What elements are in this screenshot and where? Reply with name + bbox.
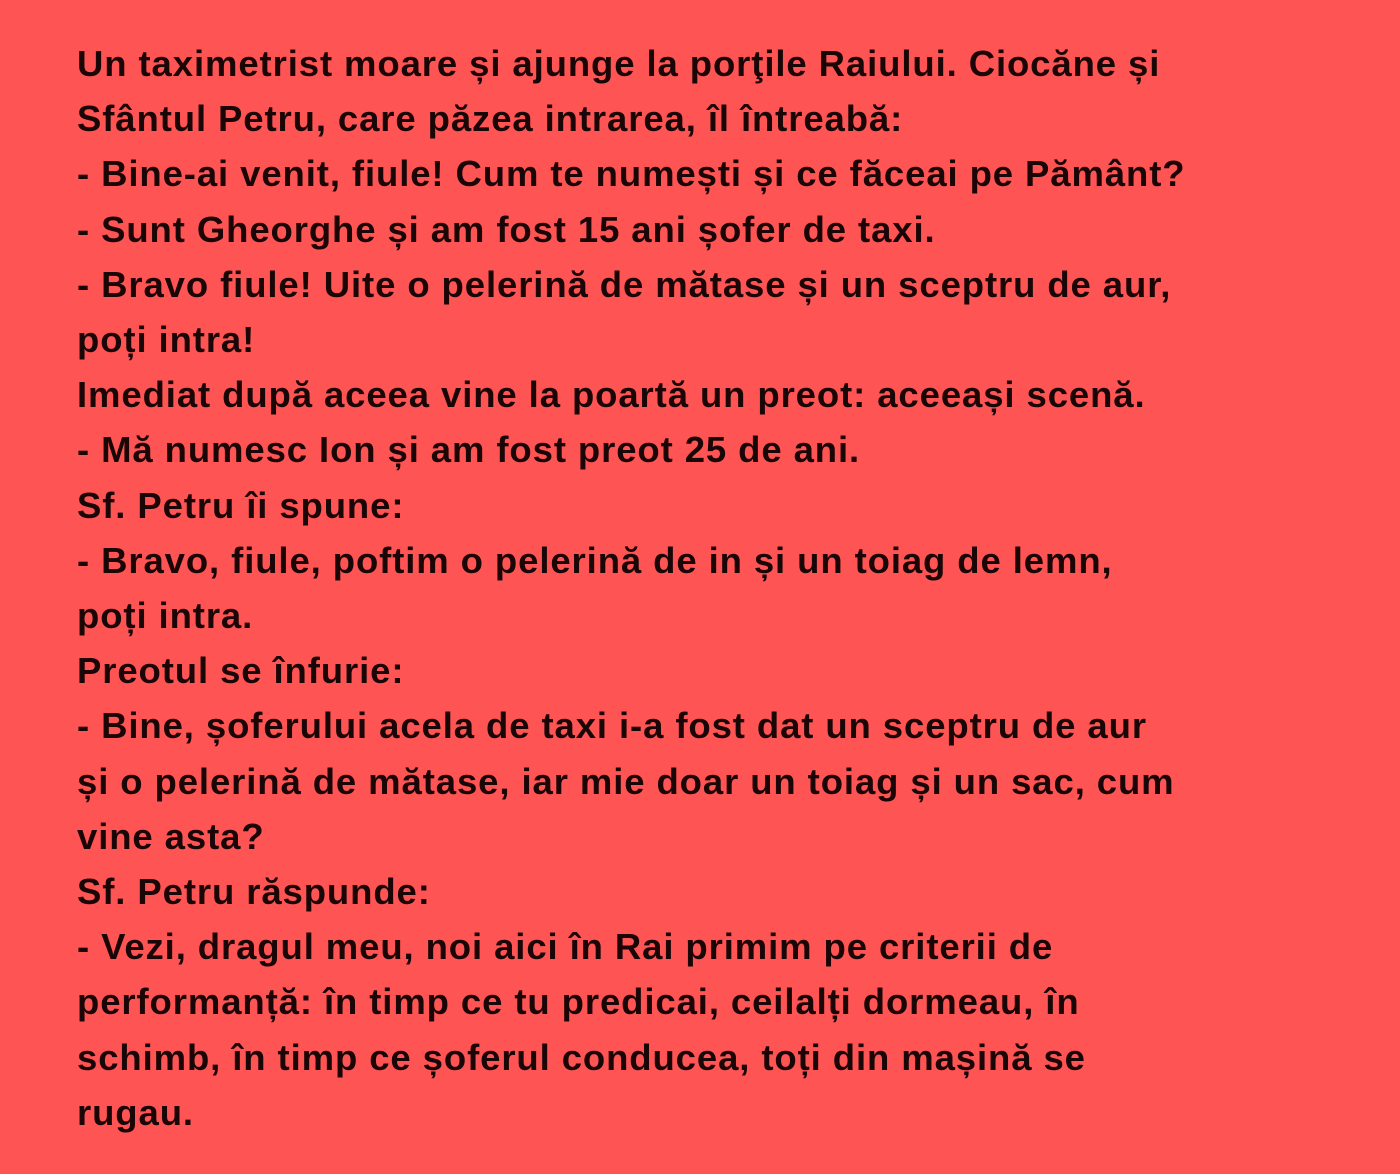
joke-line: Sf. Petru îi spune: xyxy=(77,484,405,526)
joke-line: Un taximetrist moare și ajunge la porţile Raiului. Ciocăne și xyxy=(77,43,1161,84)
joke-line: poți intra. xyxy=(77,595,254,637)
joke-line: - Bine-ai venit, fiule! Cum te numești și ce făceai pe Pământ? xyxy=(77,153,1186,195)
joke-line: și o pelerină de mătase, iar mie doar un toiag și un sac, cum xyxy=(77,760,1175,802)
joke-line: - Mă numesc Ion și am fost preot 25 de ani. xyxy=(77,429,861,471)
joke-line: - Sunt Gheorghe și am fost 15 ani șofer de taxi. xyxy=(77,208,936,250)
joke-line: Sfântul Petru, care păzea intrarea, îl întreabă: xyxy=(77,98,904,140)
joke-line: Preotul se înfurie: xyxy=(77,650,405,692)
joke-line: Imediat după aceea vine la poartă un preot: aceeași scenă. xyxy=(77,374,1146,416)
joke-line: Sf. Petru răspunde: xyxy=(77,871,431,913)
joke-line: - Bravo fiule! Uite o pelerină de mătase și un sceptru de aur, xyxy=(77,263,1172,305)
joke-line: schimb, în timp ce șoferul conducea, toți din mașină se xyxy=(77,1036,1086,1078)
joke-line: - Vezi, dragul meu, noi aici în Rai primim pe criterii de xyxy=(77,926,1054,968)
joke-line: - Bravo, fiule, poftim o pelerină de in și un toiag de lemn, xyxy=(77,539,1113,581)
joke-line: performanță: în timp ce tu predicai, ceilalți dormeau, în xyxy=(77,981,1080,1023)
joke-line: vine asta? xyxy=(77,815,265,857)
joke-line: rugau. xyxy=(77,1091,194,1133)
joke-text xyxy=(77,36,1330,1140)
joke-line: poți intra! xyxy=(77,319,256,361)
joke-line: - Bine, șoferului acela de taxi i-a fost dat un sceptru de aur xyxy=(77,705,1147,747)
